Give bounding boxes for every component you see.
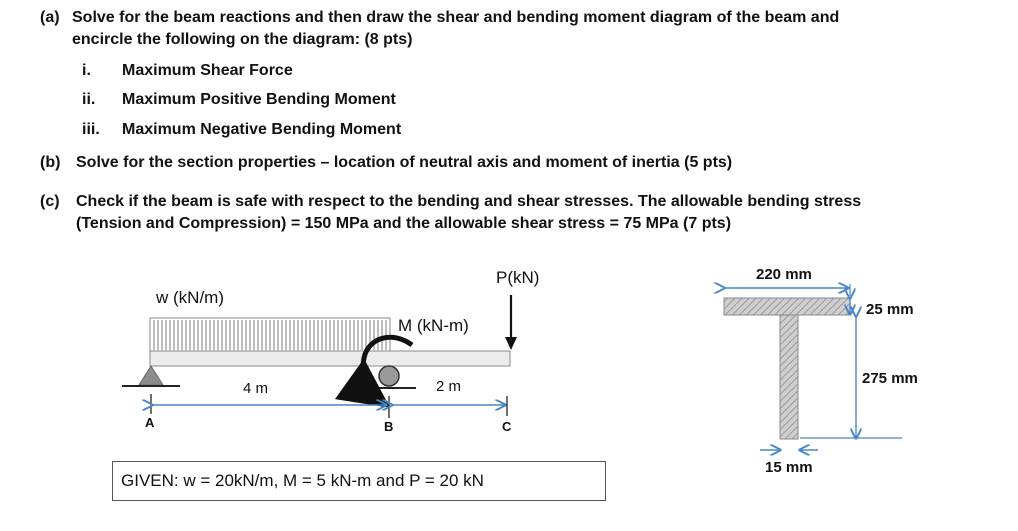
part-c-text-line2: (Tension and Compression) = 150 MPa and the allowable shear stress = 75 MPa (7 pts) [76, 215, 732, 232]
point-load-arrow [505, 295, 517, 350]
part-b-label: (b) [40, 154, 61, 171]
point-c-label: C [502, 419, 512, 434]
part-a-text-line2: encircle the following on the diagram: (8 pts) [72, 31, 413, 48]
point-load-label: P(kN) [496, 268, 540, 287]
roller-support-b [362, 366, 416, 388]
t-section [724, 298, 850, 439]
span-ab-label: 4 m [243, 380, 269, 397]
given-values-box: GIVEN: w = 20kN/m, M = 5 kN-m and P = 20 kN [112, 461, 606, 501]
item-iii-number: iii. [82, 121, 100, 138]
item-i-text: Maximum Shear Force [122, 62, 293, 79]
beam [150, 351, 510, 366]
part-a-text-line1: Solve for the beam reactions and then draw the shear and bending moment diagram of the beam and [72, 9, 840, 26]
part-b-text: Solve for the section properties – location of neutral axis and moment of inertia (5 pts) [76, 154, 733, 171]
item-ii-text: Maximum Positive Bending Moment [122, 91, 396, 108]
moment-label: M (kN-m) [398, 316, 469, 335]
point-b-label: B [384, 419, 394, 434]
flange-thickness-label: 25 mm [866, 301, 914, 318]
part-c-label: (c) [40, 193, 60, 210]
web-thickness-label: 15 mm [765, 459, 813, 476]
pin-support-a [122, 366, 180, 386]
item-i-number: i. [82, 62, 91, 79]
web-height-label: 275 mm [862, 370, 918, 387]
distributed-load-label: w (kN/m) [156, 288, 224, 307]
item-ii-number: ii. [82, 91, 96, 108]
item-iii-text: Maximum Negative Bending Moment [122, 121, 402, 138]
point-a-label: A [145, 415, 155, 430]
part-a-label: (a) [40, 9, 60, 26]
flange-width-label: 220 mm [756, 266, 812, 283]
span-bc-label: 2 m [436, 378, 462, 395]
part-c-text-line1: Check if the beam is safe with respect to the bending and shear stresses. The allowable bending stress [76, 193, 862, 210]
distributed-load [150, 318, 390, 351]
